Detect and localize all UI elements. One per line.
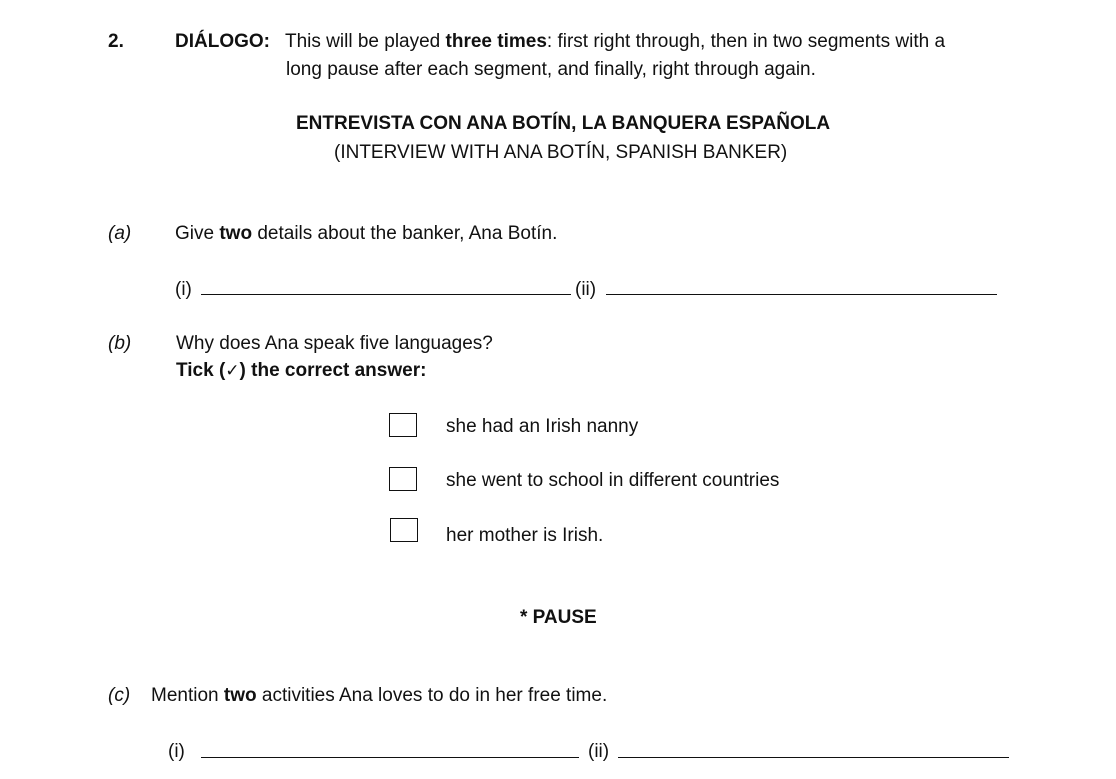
part-c-post: activities Ana loves to do in her free time.: [261, 685, 608, 706]
instruction-pre: Tick (: [176, 360, 226, 381]
option-checkbox-3[interactable]: [390, 518, 418, 542]
part-a-answer-i-label: (i): [175, 279, 192, 300]
option-checkbox-1[interactable]: [389, 413, 417, 437]
part-b-instruction: [176, 361, 426, 380]
intro-line-2: long pause after each segment, and finally, right through again.: [286, 59, 816, 80]
part-b-label-text: (b): [108, 333, 132, 354]
part-a-answer-ii-label: (ii): [575, 279, 597, 300]
pause-marker: * PAUSE: [520, 607, 597, 628]
part-b-question: Why does Ana speak five languages?: [176, 333, 493, 354]
part-c-bold: two: [223, 685, 257, 706]
question-number: 2.: [108, 31, 124, 52]
instruction-post: ) the correct answer:: [239, 360, 427, 381]
part-a-pre: Give: [175, 223, 215, 244]
part-a-bold: two: [219, 223, 253, 244]
part-c-label: [108, 686, 130, 705]
tick-icon: ✓: [225, 361, 240, 381]
intro-post: : first right through, then in two segments with a: [546, 31, 946, 52]
part-b-label: [108, 334, 131, 353]
option-label-1: she had an Irish nanny: [446, 416, 639, 437]
part-a-label-text: (a): [108, 223, 132, 244]
option-checkbox-2[interactable]: [389, 467, 417, 491]
intro-pre: This will be played: [285, 31, 441, 52]
part-c-label-text: (c): [108, 685, 131, 706]
part-a-answer-i-line[interactable]: [201, 294, 571, 295]
option-label-3: her mother is Irish.: [446, 525, 604, 546]
part-c-answer-i-line[interactable]: [201, 757, 579, 758]
interview-title: ENTREVISTA CON ANA BOTÍN, LA BANQUERA ESPAÑOLA: [296, 113, 831, 134]
option-label-2: she went to school in different countries: [446, 470, 780, 491]
part-c-answer-i-label: (i): [168, 741, 185, 762]
interview-subtitle: (INTERVIEW WITH ANA BOTÍN, SPANISH BANKER): [334, 142, 788, 163]
dialog-label: DIÁLOGO:: [175, 31, 270, 52]
part-a-question: [175, 224, 557, 243]
intro-line-1: [285, 32, 945, 51]
part-c-answer-ii-line[interactable]: [618, 757, 1009, 758]
part-c-pre: Mention: [151, 685, 219, 706]
intro-bold: three times: [445, 31, 547, 52]
part-c-answer-ii-label: (ii): [588, 741, 610, 762]
part-a-label: [108, 224, 131, 243]
part-a-post: details about the banker, Ana Botín.: [257, 223, 558, 244]
part-c-question: [151, 686, 607, 705]
part-a-answer-ii-line[interactable]: [606, 294, 997, 295]
